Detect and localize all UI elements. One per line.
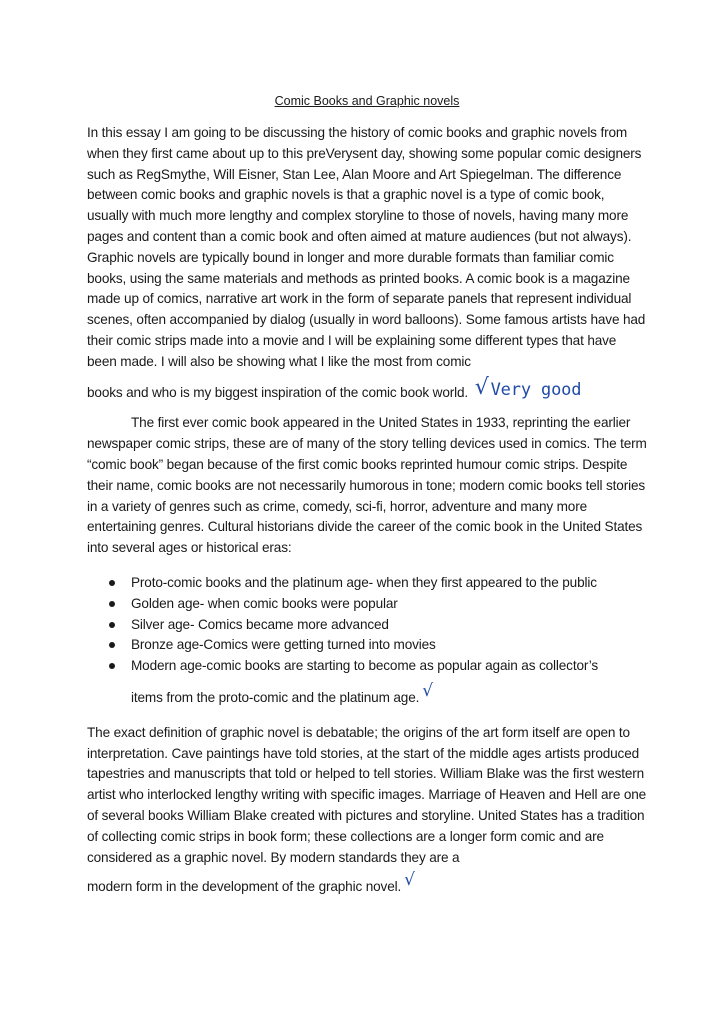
checkmark-icon: √ (474, 374, 489, 400)
teacher-comment: Very good (490, 379, 582, 400)
bullet-icon (109, 663, 115, 669)
eras-list (87, 573, 647, 709)
intro-text: In this essay I am going to be discussing the history of comic books and graphic novels from when they first came about up to this preVerysent day, showing some popular comic designers such as RegSmythe, Will Eisner, Stan Lee, Alan Moore and Art Spiegelman. The difference between comic books and graphic novels is that a graphic novel is a type of comic book, usually with much more lengthy and complex storyline to those of novels, having many more pages and content than a comic book and often aimed at mature audiences (but not always). Graphic novels are typically bound in longer and more durable formats than familiar comic books, using the same materials and methods as printed books. A comic book is a magazine made up of comics, narrative art work in the form of separate panels that represent individual scenes, often accompanied by dialog (usually in word balloons). Some famous artists have had their comic strips made into a movie and I will be explaining some different types that have been made. I will also be showing what I like the most from comic (87, 125, 646, 369)
graphic-novel-paragraph (87, 723, 647, 898)
list-item: Modern age-comic books are starting to become as popular again as collector’s items from the proto-comic and the platinum age. √ (87, 656, 647, 709)
essay-title: Comic Books and Graphic novels (274, 94, 460, 108)
bullet-icon (109, 642, 115, 648)
intro-end-text: books and who is my biggest inspiration of the comic book world. (87, 384, 469, 400)
list-item-continuation: items from the proto-comic and the platinum age. √ (131, 680, 433, 705)
intro-last-line (87, 374, 582, 404)
bullet-icon (109, 580, 115, 586)
graphic-novel-text: The exact definition of graphic novel is debatable; the origins of the art form itself are open to interpretation. Cave paintings have told stories, at the start of the middle ages artists produced tapestries and manuscripts that told or helped to tell stories. William Blake was the first western artist who interlocked lengthy writing with specific images. Marriage of Heaven and Hell are one of several books William Blake created with pictures and storyline. United States has a tradition of collecting comic strips in book form; these collections are a longer form comic and are considered as a graphic novel. By modern standards they are a (87, 724, 647, 865)
bullet-icon (109, 601, 115, 607)
essay-page (87, 92, 647, 898)
graphic-novel-last-line: modern form in the development of the graphic novel. √ (87, 870, 415, 895)
checkmark-icon: √ (404, 870, 415, 891)
list-item: Bronze age-Comics were getting turned into movies (87, 635, 647, 656)
checkmark-icon: √ (422, 680, 433, 701)
list-item: Golden age- when comic books were popular (87, 594, 647, 615)
bullet-icon (109, 622, 115, 628)
intro-paragraph (87, 123, 647, 403)
list-item: Proto-comic books and the platinum age- when they first appeared to the public (87, 573, 647, 594)
history-paragraph: The first ever comic book appeared in the United States in 1933, reprinting the earlier newspaper comic strips, these are of many of the story telling devices used in comics. The term “comic book” began because of the first comic books reprinted humour comic strips. Despite their name, comic books are not necessarily humorous in tone; modern comic books tell stories in a variety of genres such as crime, comedy, sci-fi, horror, adventure and many more entertaining genres. Cultural historians divide the career of the comic book in the United States into several ages or historical eras: (87, 415, 647, 556)
list-item: Silver age- Comics became more advanced (87, 615, 647, 636)
